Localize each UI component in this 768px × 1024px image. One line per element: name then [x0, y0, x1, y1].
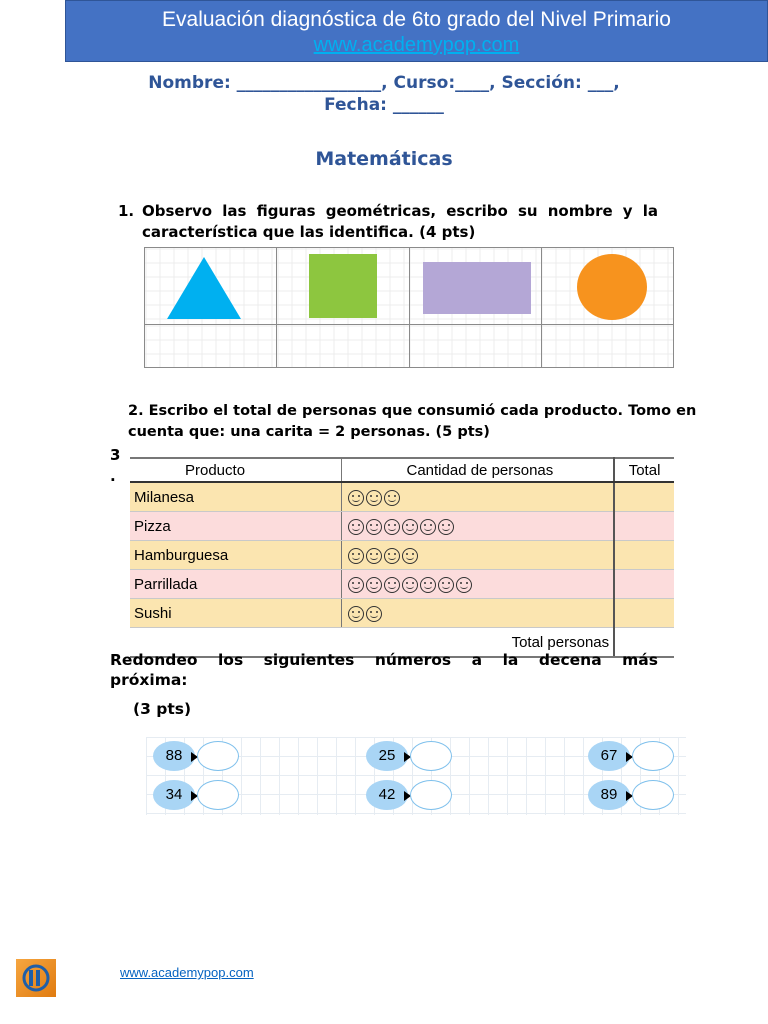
- shape-cell-3: [409, 248, 541, 325]
- shape-answer-4[interactable]: [541, 325, 673, 368]
- total-answer-cell[interactable]: [614, 541, 674, 570]
- q2-text-line2: cuenta que: una carita = 2 personas. (5 pts): [128, 424, 490, 440]
- rounding-number: 42: [366, 780, 408, 810]
- smiley-face-icon: [366, 519, 382, 535]
- q2-text-line1: 2. Escribo el total de personas que consumió cada producto. Tomo en: [128, 403, 697, 419]
- q3-text-line1: Redondeo los siguientes números a la decena más: [110, 651, 658, 669]
- table-row: [130, 599, 674, 628]
- smiley-face-icon: [348, 606, 364, 622]
- rounding-answer[interactable]: [410, 741, 452, 771]
- subject-title: Matemáticas: [315, 148, 453, 170]
- header-producto: Producto: [130, 458, 341, 482]
- total-answer-cell[interactable]: [614, 570, 674, 599]
- student-info-line: Nombre: _________________, Curso:____, Sección: ___,: [148, 73, 620, 93]
- footer-link[interactable]: www.academypop.com: [120, 965, 254, 980]
- header-link[interactable]: www.academypop.com: [313, 34, 520, 56]
- triangle-shape-icon: [165, 255, 243, 321]
- q3-text-line2: próxima:: [110, 671, 188, 689]
- shape-answer-1[interactable]: [145, 325, 277, 368]
- smiley-face-icon: [384, 548, 400, 564]
- rounding-number: 89: [588, 780, 630, 810]
- header-cantidad: Cantidad de personas: [341, 458, 614, 482]
- total-answer-cell[interactable]: [614, 482, 674, 512]
- total-personas-label: Total personas: [130, 628, 614, 658]
- smiley-face-icon: [456, 577, 472, 593]
- shapes-table: [144, 247, 674, 368]
- smiley-face-icon: [384, 577, 400, 593]
- smiley-face-icon: [366, 577, 382, 593]
- product-name: Sushi: [130, 599, 341, 628]
- shape-cell-1: [145, 248, 277, 325]
- q1-text-line1: Observo las figuras geométricas, escribo su nombre y la: [142, 202, 658, 220]
- rounding-number: 88: [153, 741, 195, 771]
- header-banner: [65, 0, 768, 62]
- rounding-answer[interactable]: [632, 780, 674, 810]
- product-name: Milanesa: [130, 482, 341, 512]
- table-row: [130, 482, 674, 512]
- product-name: Pizza: [130, 512, 341, 541]
- rounding-number: 67: [588, 741, 630, 771]
- smiley-face-icon: [384, 519, 400, 535]
- rounding-grid: [146, 737, 686, 815]
- date-line: Fecha: ______: [324, 95, 444, 115]
- q1-text-line2: característica que las identifica. (4 pts): [142, 223, 476, 241]
- q3-points: (3 pts): [133, 700, 192, 718]
- rounding-number: 34: [153, 780, 195, 810]
- rounding-number: 25: [366, 741, 408, 771]
- smiley-face-icon: [402, 577, 418, 593]
- shape-cell-2: [277, 248, 409, 325]
- rectangle-shape-icon: [423, 262, 531, 314]
- total-answer-cell[interactable]: [614, 512, 674, 541]
- smiley-face-icon: [348, 577, 364, 593]
- smiley-face-icon: [348, 519, 364, 535]
- rounding-answer[interactable]: [197, 741, 239, 771]
- page-title: Evaluación diagnóstica de 6to grado del Nivel Primario: [162, 8, 671, 31]
- smiley-face-icon: [402, 519, 418, 535]
- rounding-answer[interactable]: [197, 780, 239, 810]
- smiley-face-icon: [366, 490, 382, 506]
- smiley-face-icon: [366, 606, 382, 622]
- faces-cell: [341, 570, 614, 599]
- q3-number-dot: .: [110, 467, 116, 485]
- total-answer-cell[interactable]: [614, 599, 674, 628]
- rounding-answer[interactable]: [410, 780, 452, 810]
- smiley-face-icon: [402, 548, 418, 564]
- smiley-face-icon: [348, 548, 364, 564]
- circle-shape-icon: [577, 254, 647, 320]
- table-row: [130, 512, 674, 541]
- academypop-logo: [16, 959, 56, 997]
- product-name: Hamburguesa: [130, 541, 341, 570]
- product-table: [130, 457, 674, 658]
- shape-answer-3[interactable]: [409, 325, 541, 368]
- shape-answer-2[interactable]: [277, 325, 409, 368]
- smiley-face-icon: [366, 548, 382, 564]
- smiley-face-icon: [438, 519, 454, 535]
- q3-number: 3: [110, 446, 121, 464]
- faces-cell: [341, 599, 614, 628]
- smiley-face-icon: [420, 577, 436, 593]
- shape-cell-4: [541, 248, 673, 325]
- smiley-face-icon: [384, 490, 400, 506]
- table-row: [130, 541, 674, 570]
- square-shape-icon: [309, 254, 377, 318]
- logo-mark-icon: [16, 959, 56, 997]
- faces-cell: [341, 541, 614, 570]
- smiley-face-icon: [420, 519, 436, 535]
- smiley-face-icon: [348, 490, 364, 506]
- faces-cell: [341, 512, 614, 541]
- rounding-answer[interactable]: [632, 741, 674, 771]
- faces-cell: [341, 482, 614, 512]
- q1-number: 1.: [118, 202, 135, 220]
- smiley-face-icon: [438, 577, 454, 593]
- table-row: [130, 570, 674, 599]
- product-name: Parrillada: [130, 570, 341, 599]
- header-total: Total: [614, 458, 674, 482]
